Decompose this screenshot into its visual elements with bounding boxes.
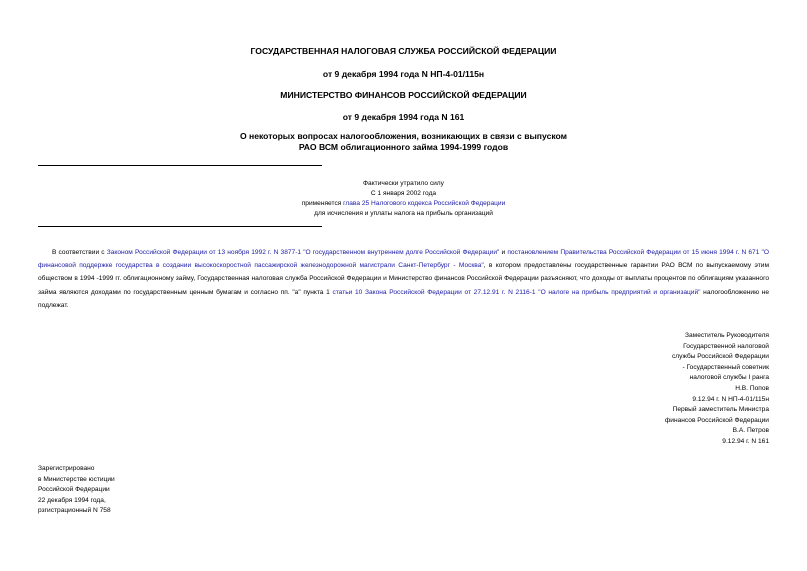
status-note-line-4: для исчисления и уплаты налога на прибыль организаций <box>314 210 493 217</box>
divider-top <box>38 165 322 166</box>
body-text-1: В соответствии с <box>52 249 107 256</box>
document-title-line-2: РАО ВСМ облигационного займа 1994-1999 годов <box>298 142 509 152</box>
signature-block <box>549 331 769 448</box>
law-3877-1-link[interactable]: Законом Российской Федерации от 13 ноября 1992 г. N 3877-1 "О государственном внутреннем долге Российской Федерации" <box>106 249 500 256</box>
registration-line: в Министерстве юстиции <box>38 475 115 483</box>
resolution-671-link[interactable]: постановлением Правительства Российской Федерации от 15 июня 1994 г. N 671 "О финансовой поддержке государства в создании высокоскоростной пассажирской железнодорожной магистрали Санкт-Петербург - Москва" <box>38 249 769 270</box>
registration-block <box>38 464 238 517</box>
status-note-prefix: применяется <box>301 200 344 207</box>
signature-line: налоговой службы I ранга <box>689 374 769 382</box>
signature-line: Первый заместитель Министра <box>672 406 769 414</box>
document-title-line-1: О некоторых вопросах налогообложения, возникающих в связи с выпуском <box>239 131 568 141</box>
signature-line: Заместитель Руководителя <box>685 332 769 339</box>
law-2116-1-article-10-link[interactable]: статьи 10 Закона Российской Федерации от 27.12.91 г. N 2116-1 "О налоге на прибыль предприятий и организаций" <box>332 288 701 296</box>
signature-line: 9.12.94 г. N 161 <box>722 437 769 445</box>
signature-line: - Государственный советник <box>682 363 769 371</box>
body-text-4: налогообложению не подлежат. <box>38 288 769 309</box>
signature-line: финансов Российской Федерации <box>664 416 769 424</box>
registration-line: рзгистрационный N 758 <box>38 507 111 515</box>
registration-line: Зарегистрировано <box>38 465 95 472</box>
signature-line: службы Российской Федерации <box>671 353 769 361</box>
signature-line: В.А. Петров <box>732 427 769 435</box>
ministry-document-date: от 9 декабря 1994 года N 161 <box>342 112 465 122</box>
signature-line: Государственной налоговой <box>683 342 769 350</box>
issuing-agency: ГОСУДАРСТВЕННАЯ НАЛОГОВАЯ СЛУЖБА РОССИЙСКОЙ ФЕДЕРАЦИИ <box>250 46 557 56</box>
status-note-line-3 <box>0 199 807 210</box>
status-note-line-1: Фактически утратило силу <box>363 180 444 187</box>
registration-line: 22 декабря 1994 года, <box>38 496 106 504</box>
agency-document-date: от 9 декабря 1994 года N НП-4-01/115н <box>322 69 485 79</box>
registration-line: Российской Федерации <box>38 486 110 494</box>
issuing-ministry: МИНИСТЕРСТВО ФИНАНСОВ РОССИЙСКОЙ ФЕДЕРАЦИИ <box>280 90 527 100</box>
signature-line: Н.В. Попов <box>735 384 769 392</box>
body-text-2: и <box>499 249 508 256</box>
tax-code-chapter-25-link[interactable]: глава 25 Налогового кодекса Российской Федерации <box>343 200 506 207</box>
signature-line: 9.12.94 г. N НП-4-01/115н <box>692 395 769 403</box>
body-text-3: , в котором предоставлены государственные гарантии РАО ВСМ по выпускаемому этим обществом в 1994 -1999 гг. облигационному займу, Государственная налоговая служба Российской Федерации и Министерство финансов Российской Федерации разъясняют, что доходы от выплаты процентов по облигациям указанного займа являются доходами по государственным ценным бумагам и согласно пп. "а" пункта 1 <box>38 262 769 296</box>
divider-bottom <box>38 226 322 227</box>
body-paragraph <box>38 246 769 312</box>
status-note-line-2: С 1 января 2002 года <box>370 190 437 197</box>
